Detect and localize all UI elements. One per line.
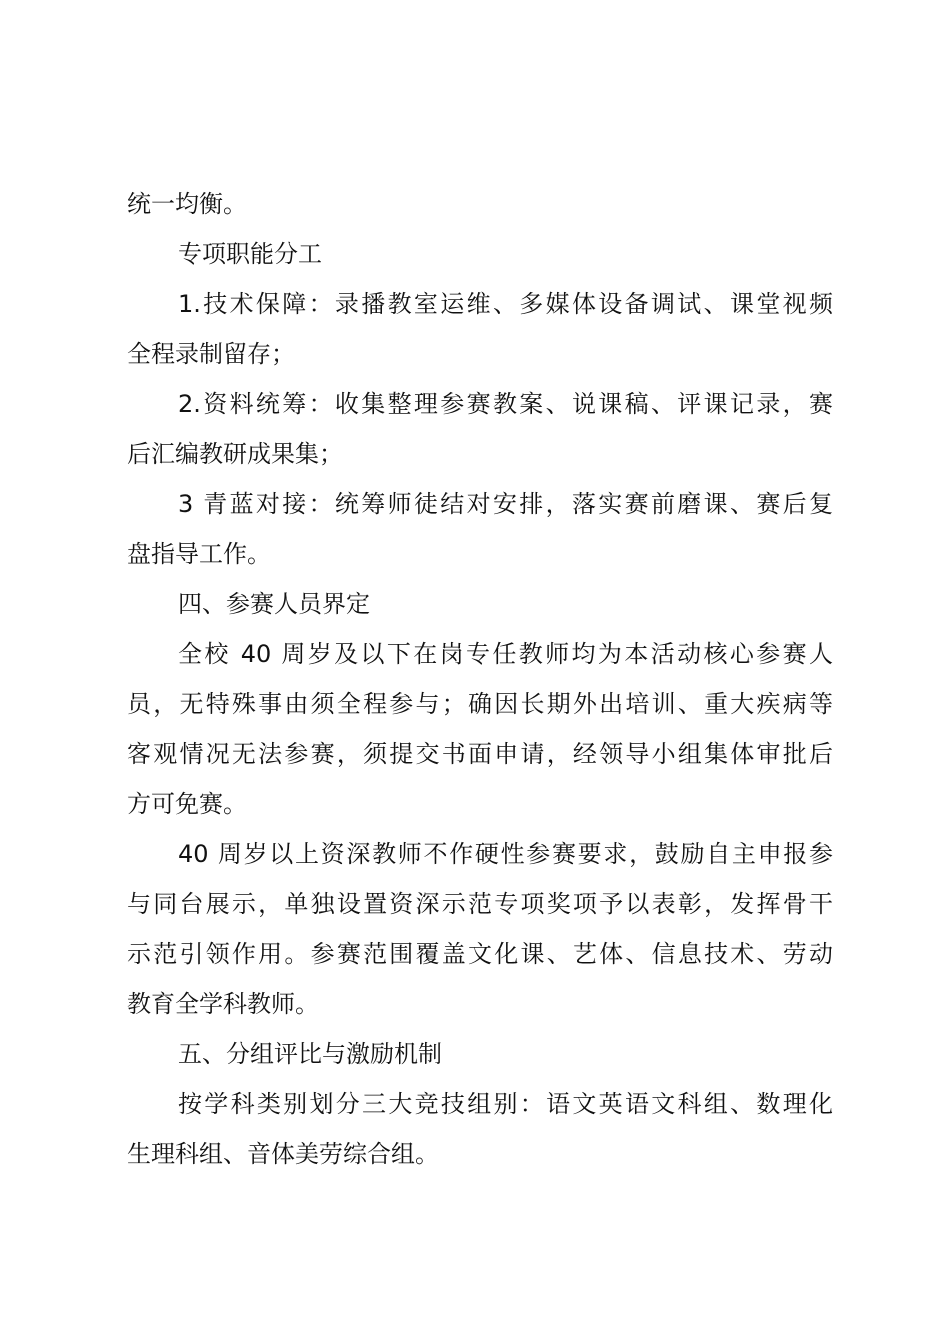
- text-line: 1.技术保障：录播教室运维、多媒体设备调试、课堂视频: [178, 290, 833, 318]
- text-line: 方可免赛。: [127, 790, 247, 818]
- text-line: 全校 40 周岁及以下在岗专任教师均为本活动核心参赛人: [178, 640, 833, 668]
- text-line: 3 青蓝对接：统筹师徒结对安排，落实赛前磨课、赛后复: [178, 490, 833, 518]
- text-line: 员，无特殊事由须全程参与；确因长期外出培训、重大疾病等: [127, 690, 833, 718]
- text-line: 全程录制留存；: [127, 340, 295, 368]
- section-heading: 五、分组评比与激励机制: [178, 1040, 442, 1068]
- text-line: 后汇编教研成果集；: [127, 440, 343, 468]
- text-line: 示范引领作用。参赛范围覆盖文化课、艺体、信息技术、劳动: [127, 940, 833, 968]
- text-line: 客观情况无法参赛，须提交书面申请，经领导小组集体审批后: [127, 740, 833, 768]
- text-line: 2.资料统筹：收集整理参赛教案、说课稿、评课记录，赛: [178, 390, 833, 418]
- text-line: 生理科组、音体美劳综合组。: [127, 1140, 439, 1168]
- text-line: 教育全学科教师。: [127, 990, 319, 1018]
- text-line: 40 周岁以上资深教师不作硬性参赛要求，鼓励自主申报参: [178, 840, 833, 868]
- text-line: 统一均衡。: [127, 190, 247, 218]
- text-line: 按学科类别划分三大竞技组别：语文英语文科组、数理化: [178, 1090, 833, 1118]
- section-heading: 四、参赛人员界定: [178, 590, 370, 618]
- text-line: 与同台展示，单独设置资深示范专项奖项予以表彰，发挥骨干: [127, 890, 833, 918]
- text-line: 盘指导工作。: [127, 540, 271, 568]
- section-heading: 专项职能分工: [178, 240, 322, 268]
